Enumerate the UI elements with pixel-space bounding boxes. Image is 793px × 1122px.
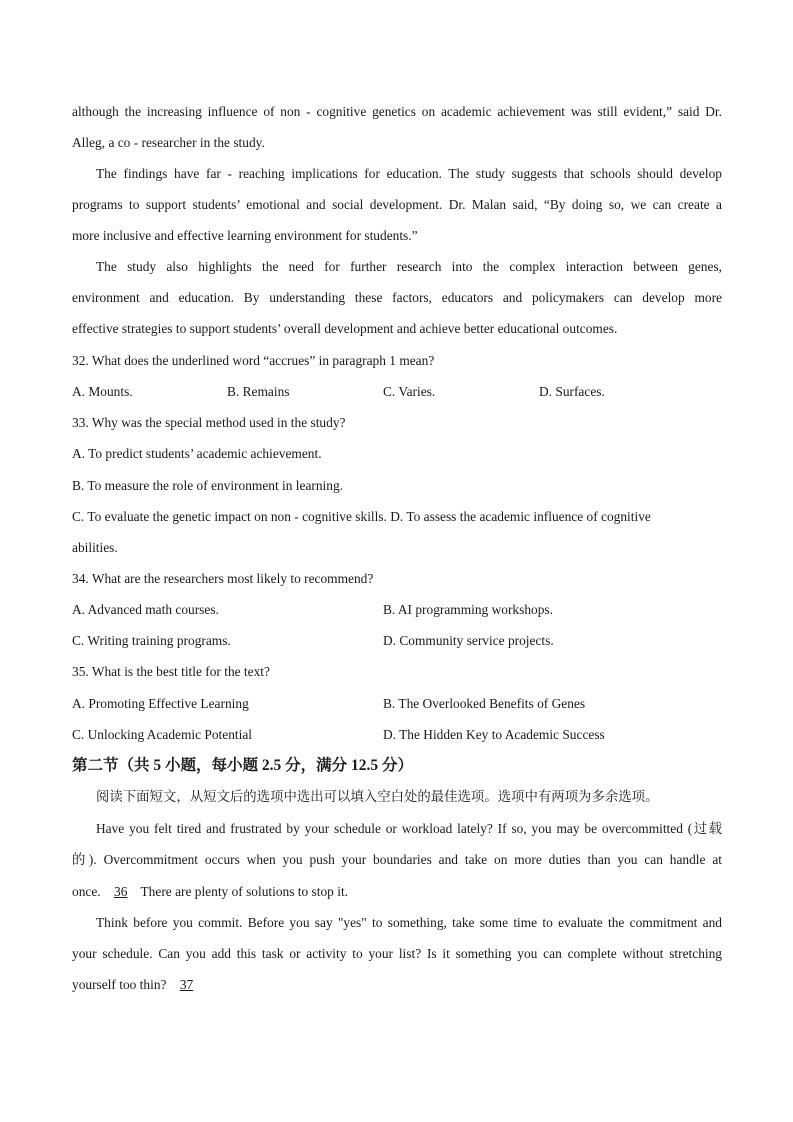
- section2-p2-line1: Think before you commit. Before you say "yes" to something, take some time to evaluate the commitment and: [96, 915, 722, 930]
- q35-option-c: C. Unlocking Academic Potential: [72, 727, 252, 742]
- passage-p1-line1: The findings have far - reaching implications for education. The study suggests that schools should develop: [96, 166, 722, 181]
- section2-p2-line3-pre: yourself too thin?: [72, 977, 167, 992]
- blank-36: 36: [114, 884, 128, 899]
- q33-option-b: B. To measure the role of environment in learning.: [72, 478, 344, 493]
- section2-p1-line2: 的). Overcommitment occurs when you push your boundaries and take on more duties than you can handle at: [72, 852, 722, 867]
- q32-option-b: B. Remains: [227, 384, 290, 399]
- passage-p0-line1: although the increasing influence of non - cognitive genetics on academic achievement was still evident,” said Dr.: [72, 104, 722, 119]
- section2-heading: 第二节（共 5 小题，每小题 2.5 分，满分 12.5 分）: [72, 757, 414, 774]
- passage-p2-line3: effective strategies to support students’ overall development and achieve better educational outcomes.: [72, 321, 618, 336]
- q33-option-cd: C. To evaluate the genetic impact on non - cognitive skills. D. To assess the academic influence of cognitive: [72, 509, 651, 524]
- section2-p1-line3-post: There are plenty of solutions to stop it.: [140, 884, 349, 899]
- q32-option-d: D. Surfaces.: [539, 384, 605, 399]
- passage-p2-line2: environment and education. By understanding these factors, educators and policymakers can develop more: [72, 290, 722, 305]
- section2-p1-line3-pre: once.: [72, 884, 101, 899]
- q35-option-d: D. The Hidden Key to Academic Success: [383, 727, 605, 742]
- q35-option-b: B. The Overlooked Benefits of Genes: [383, 696, 586, 711]
- section2-p1-line3: [72, 883, 348, 901]
- passage-p0-line2: Alleg, a co - researcher in the study.: [72, 135, 265, 150]
- q34-option-b: B. AI programming workshops.: [383, 602, 553, 617]
- section2-p1-line1: Have you felt tired and frustrated by your schedule or workload lately? If so, you may be overcommitted (过载: [96, 821, 722, 836]
- section2-instructions: 阅读下面短文，从短文后的选项中选出可以填入空白处的最佳选项。选项中有两项为多余选项。: [96, 789, 659, 804]
- q33-option-cd-continued: abilities.: [72, 540, 118, 555]
- q34-stem: 34. What are the researchers most likely to recommend?: [72, 571, 374, 586]
- q32-option-a: A. Mounts.: [72, 384, 133, 399]
- q33-stem: 33. Why was the special method used in the study?: [72, 415, 346, 430]
- q34-option-d: D. Community service projects.: [383, 633, 554, 648]
- q34-option-a: A. Advanced math courses.: [72, 602, 219, 617]
- q34-option-c: C. Writing training programs.: [72, 633, 231, 648]
- section2-p2-line2: your schedule. Can you add this task or activity to your list? Is it something you can complete without stretching: [72, 946, 722, 961]
- q32-stem: 32. What does the underlined word “accrues” in paragraph 1 mean?: [72, 353, 435, 368]
- passage-p1-line3: more inclusive and effective learning environment for students.”: [72, 228, 418, 243]
- section2-p2-line3: [72, 976, 203, 994]
- blank-37: 37: [179, 977, 194, 992]
- passage-p1-line2: programs to support students’ emotional and social development. Dr. Malan said, “By doing so, we can create a: [72, 197, 722, 212]
- q32-option-c: C. Varies.: [383, 384, 436, 399]
- q35-stem: 35. What is the best title for the text?: [72, 664, 270, 679]
- q33-option-a: A. To predict students’ academic achievement.: [72, 446, 322, 461]
- passage-p2-line1: The study also highlights the need for further research into the complex interaction between genes,: [96, 259, 722, 274]
- q35-option-a: A. Promoting Effective Learning: [72, 696, 249, 711]
